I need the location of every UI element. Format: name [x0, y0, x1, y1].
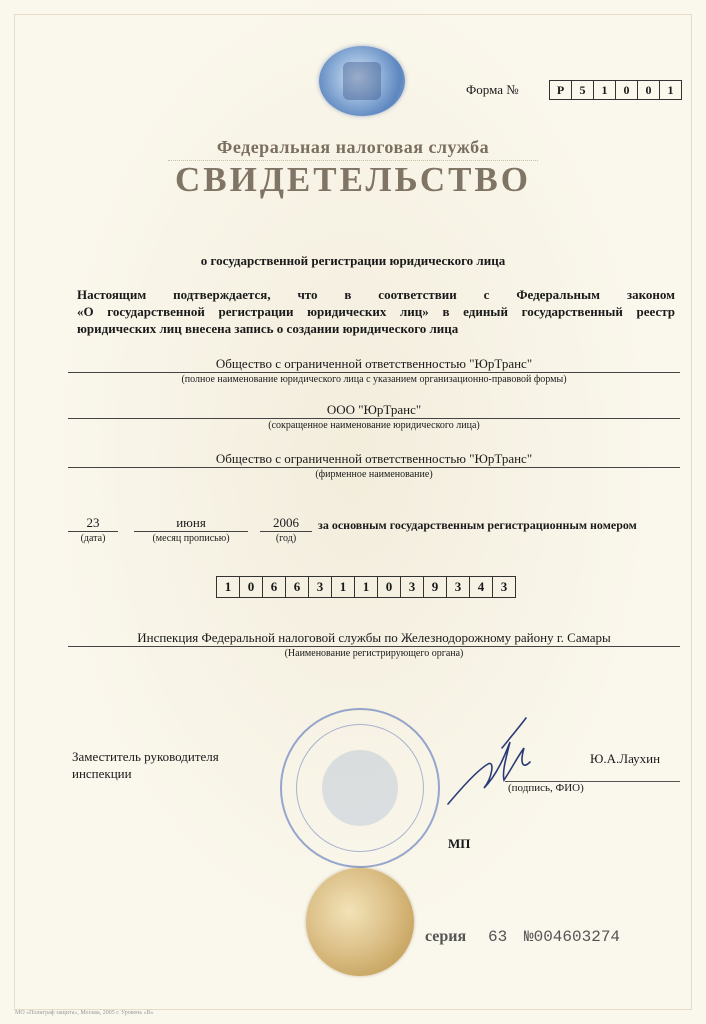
gold-foil-seal [306, 868, 414, 976]
signer-position [72, 748, 219, 782]
form-number-cell: 1 [594, 81, 616, 99]
ogrn-digit: 3 [309, 577, 332, 597]
date-day-line [68, 531, 118, 532]
short-name-line [68, 418, 680, 419]
ogrn-digit: 0 [378, 577, 401, 597]
signer-position-line: инспекции [72, 766, 132, 781]
ogrn-digit: 1 [332, 577, 355, 597]
date-month-line [134, 531, 248, 532]
authority-line [68, 646, 680, 647]
form-number-cell: 0 [616, 81, 638, 99]
document-subtitle: о государственной регистрации юридического лица [200, 253, 506, 268]
full-name-line [68, 372, 680, 373]
ogrn-digit: 3 [401, 577, 424, 597]
form-number-cell: Р [550, 81, 572, 99]
ogrn-digit: 1 [355, 577, 378, 597]
form-number-cell: 1 [667, 83, 674, 97]
ogrn-digit: 1 [217, 577, 240, 597]
stamp-place-label: МП [448, 836, 471, 851]
ogrn-digit: 4 [470, 577, 493, 597]
firm-name-caption: (фирменное наименование) [315, 469, 433, 480]
serial-number: №004603274 [524, 928, 621, 946]
intro-paragraph [77, 286, 675, 337]
full-name-caption: (полное наименование юридического лица с указанием организационно-правовой формы) [181, 374, 567, 385]
ogrn-digit: 6 [286, 577, 309, 597]
handwritten-signature [440, 712, 550, 822]
date-day-caption: (дата) [80, 533, 106, 544]
document-title: СВИДЕТЕЛЬСТВО [174, 160, 532, 199]
ogrn-digit: 3 [447, 577, 470, 597]
series-label: серия [425, 928, 467, 945]
intro-line: «О государственной регистрации юридических лиц» в единый государственный реестр [77, 304, 675, 319]
ogrn-digit: 9 [424, 577, 447, 597]
date-month-caption: (месяц прописью) [152, 533, 230, 544]
firm-name-value: Общество с ограниченной ответственностью "ЮрТранс" [215, 451, 533, 466]
ogrn-digit: 3 [500, 579, 508, 594]
signer-name: Ю.А.Лаухин [590, 751, 661, 766]
form-label: Форма № [466, 82, 519, 97]
ogrn-digit: 6 [263, 577, 286, 597]
intro-line: Настоящим подтверждается, что в соответствии с Федеральным законом [77, 287, 675, 302]
short-name-caption: (сокращенное наименование юридического лица) [268, 420, 480, 431]
series-number: 63 [488, 928, 508, 946]
ogrn-digit: 0 [240, 577, 263, 597]
hologram-emblem [319, 46, 405, 116]
date-month: июня [176, 515, 206, 530]
short-name-value: ООО "ЮрТранс" [326, 402, 422, 417]
signature-caption: (подпись, ФИО) [508, 782, 584, 794]
firm-name-line [68, 467, 680, 468]
full-name-value: Общество с ограниченной ответственностью "ЮрТранс" [215, 356, 533, 371]
form-number-boxes [549, 80, 682, 100]
form-number-cell: 0 [638, 81, 660, 99]
printer-footer: МО «Полиграф защита», Москва, 2005 г. Уровень «В» [15, 1010, 154, 1016]
date-year-caption: (год) [275, 533, 297, 544]
intro-line: юридических лиц внесена запись о создании юридического лица [77, 321, 459, 336]
date-year-line [260, 531, 312, 532]
reg-number-label: за основным государственным регистрационным номером [318, 518, 637, 532]
date-day: 23 [86, 515, 100, 530]
blue-seal-stamp [280, 708, 440, 868]
form-number-cell: 5 [572, 81, 594, 99]
date-year: 2006 [273, 515, 299, 530]
authority-caption: (Наименование регистрирующего органа) [284, 648, 464, 659]
authority-value: Инспекция Федеральной налоговой службы по Железнодорожному району г. Самары [137, 630, 611, 645]
ogrn-boxes [216, 576, 516, 598]
signer-position-line: Заместитель руководителя [72, 749, 219, 764]
agency-name: Федеральная налоговая служба [216, 137, 490, 157]
